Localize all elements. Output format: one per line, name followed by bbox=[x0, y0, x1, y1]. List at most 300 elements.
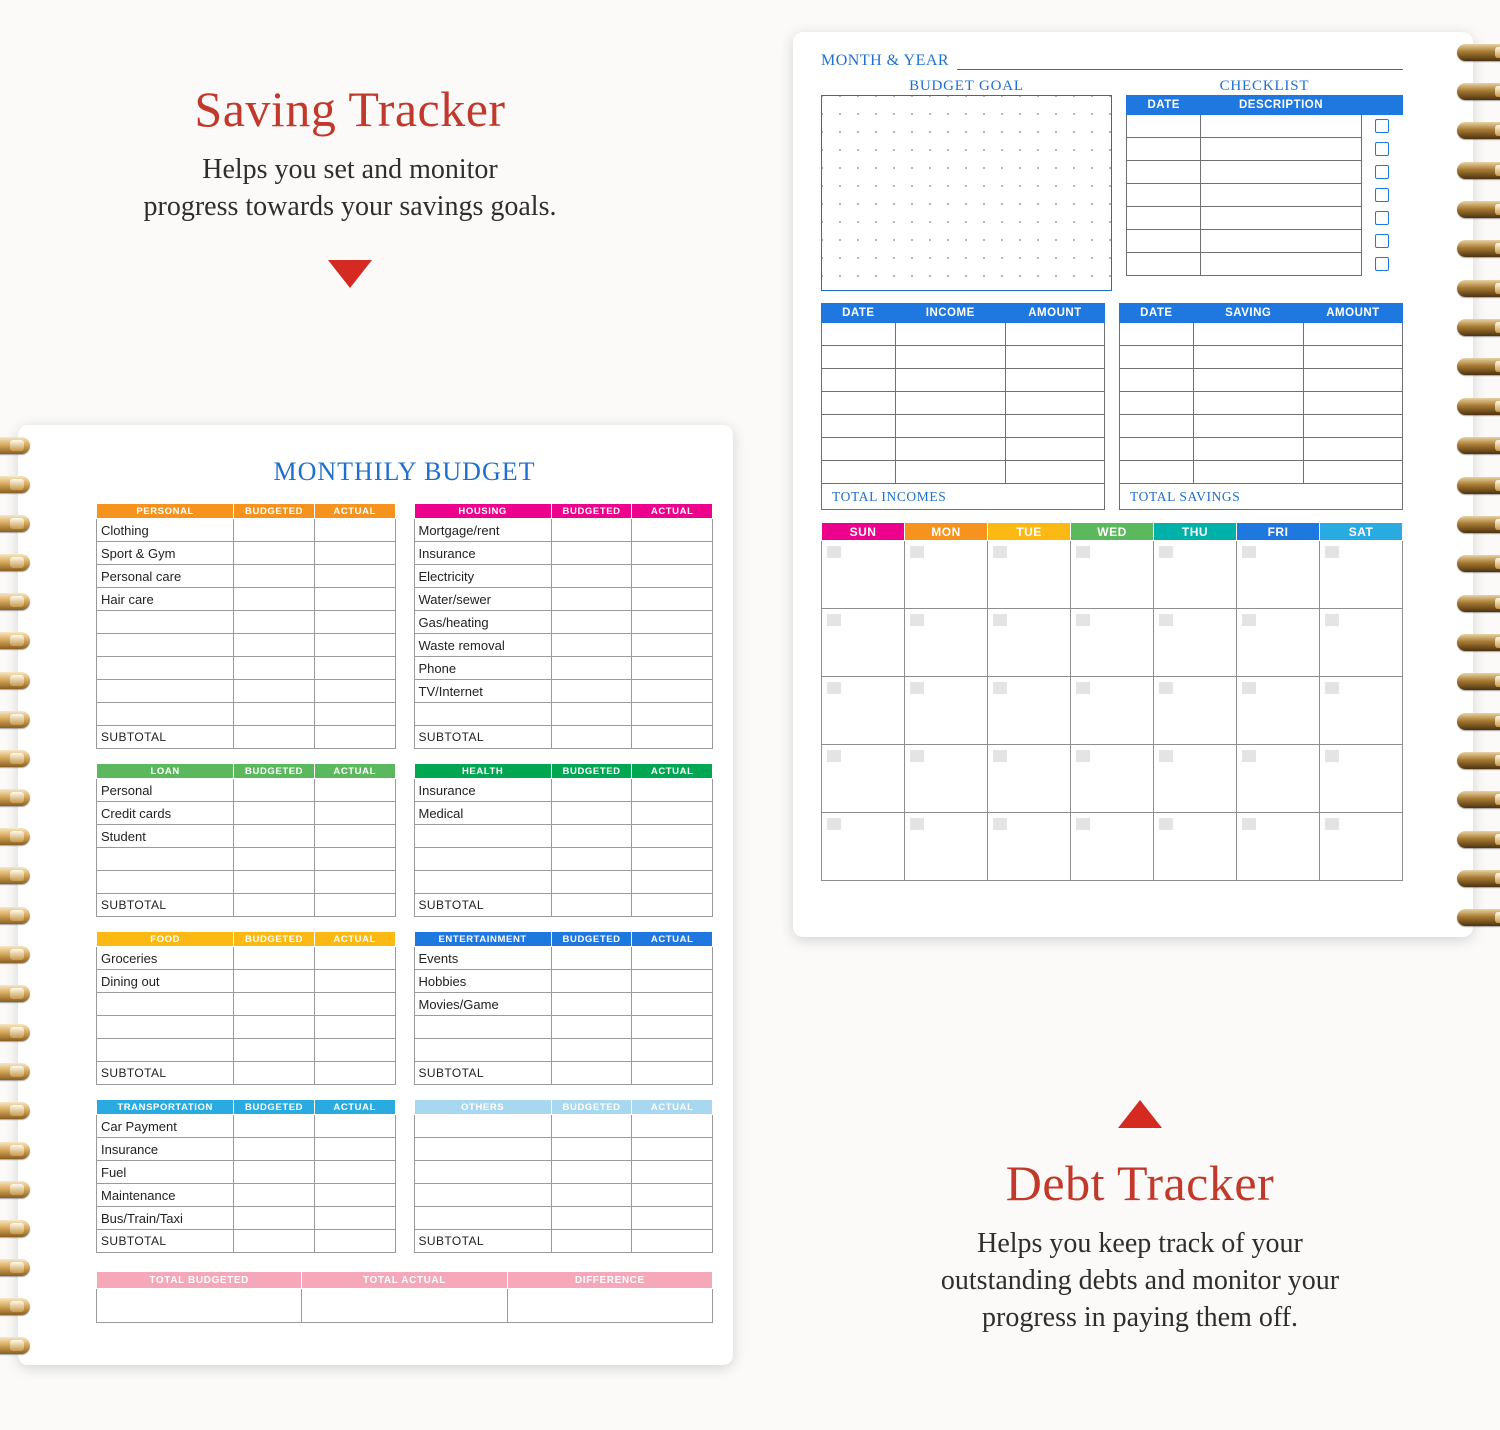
calendar-day-cell[interactable] bbox=[905, 677, 988, 745]
row-budgeted-cell[interactable] bbox=[234, 1184, 315, 1207]
income-amount-cell[interactable] bbox=[1005, 392, 1104, 415]
calendar-day-cell[interactable] bbox=[822, 745, 905, 813]
row-actual-cell[interactable] bbox=[632, 680, 713, 703]
subtotal-actual-cell[interactable] bbox=[632, 1062, 713, 1085]
calendar-day-cell[interactable] bbox=[988, 813, 1071, 881]
subtotal-actual-cell[interactable] bbox=[314, 726, 395, 749]
subtotal-budgeted-cell[interactable] bbox=[551, 726, 632, 749]
saving-row bbox=[1120, 323, 1403, 346]
row-label[interactable]: Movies/Game bbox=[414, 993, 551, 1016]
row-budgeted-cell[interactable] bbox=[551, 703, 632, 726]
income-name-header: INCOME bbox=[895, 304, 1005, 323]
row-label[interactable] bbox=[97, 634, 234, 657]
calendar-day-cell[interactable] bbox=[1237, 745, 1320, 813]
row-label[interactable]: Events bbox=[414, 947, 551, 970]
calendar-day-cell[interactable] bbox=[1154, 609, 1237, 677]
row-label[interactable]: Medical bbox=[414, 802, 551, 825]
budget-totals-table bbox=[96, 1271, 713, 1323]
row-budgeted-cell[interactable] bbox=[551, 970, 632, 993]
row-actual-cell[interactable] bbox=[314, 634, 395, 657]
row-budgeted-cell[interactable] bbox=[551, 657, 632, 680]
income-amount-cell[interactable] bbox=[1005, 346, 1104, 369]
row-budgeted-cell[interactable] bbox=[551, 947, 632, 970]
subtotal-actual-cell[interactable] bbox=[632, 1230, 713, 1253]
saving-name-cell[interactable] bbox=[1193, 346, 1303, 369]
row-label[interactable]: Hobbies bbox=[414, 970, 551, 993]
income-name-cell[interactable] bbox=[895, 369, 1005, 392]
row-budgeted-cell[interactable] bbox=[551, 611, 632, 634]
row-label[interactable]: Water/sewer bbox=[414, 588, 551, 611]
checkbox[interactable] bbox=[1375, 211, 1389, 225]
row-label[interactable] bbox=[414, 1207, 551, 1230]
saving-name-cell[interactable] bbox=[1193, 323, 1303, 346]
checklist-date-cell[interactable] bbox=[1126, 115, 1201, 138]
row-actual-cell[interactable] bbox=[314, 1115, 395, 1138]
row-actual-cell[interactable] bbox=[314, 1016, 395, 1039]
row-actual-cell[interactable] bbox=[314, 848, 395, 871]
calendar-day-cell[interactable] bbox=[988, 745, 1071, 813]
checkbox[interactable] bbox=[1375, 165, 1389, 179]
calendar-day-cell[interactable] bbox=[1237, 677, 1320, 745]
row-actual-cell[interactable] bbox=[632, 1016, 713, 1039]
checkbox[interactable] bbox=[1375, 188, 1389, 202]
row-budgeted-cell[interactable] bbox=[234, 657, 315, 680]
row-budgeted-cell[interactable] bbox=[234, 634, 315, 657]
row-label[interactable]: Maintenance bbox=[97, 1184, 234, 1207]
row-label[interactable] bbox=[414, 1115, 551, 1138]
row-budgeted-cell[interactable] bbox=[551, 680, 632, 703]
saving-name-cell[interactable] bbox=[1193, 461, 1303, 484]
spiral-ring bbox=[1457, 870, 1500, 887]
saving-date-cell[interactable] bbox=[1120, 392, 1194, 415]
row-label[interactable]: Student bbox=[97, 825, 234, 848]
row-actual-cell[interactable] bbox=[314, 1138, 395, 1161]
saving-name-cell[interactable] bbox=[1193, 438, 1303, 461]
row-actual-cell[interactable] bbox=[632, 802, 713, 825]
saving-row bbox=[1120, 438, 1403, 461]
row-label[interactable]: TV/Internet bbox=[414, 680, 551, 703]
subtotal-actual-cell[interactable] bbox=[632, 894, 713, 917]
saving-row bbox=[1120, 346, 1403, 369]
row-label[interactable]: Groceries bbox=[97, 947, 234, 970]
row-budgeted-cell[interactable] bbox=[551, 779, 632, 802]
subtotal-actual-cell[interactable] bbox=[314, 894, 395, 917]
row-label[interactable] bbox=[414, 848, 551, 871]
row-label[interactable]: Waste removal bbox=[414, 634, 551, 657]
income-date-cell[interactable] bbox=[822, 323, 896, 346]
row-actual-cell[interactable] bbox=[632, 588, 713, 611]
income-date-cell[interactable] bbox=[822, 369, 896, 392]
row-actual-cell[interactable] bbox=[632, 1161, 713, 1184]
spiral-ring bbox=[0, 985, 30, 1002]
table-row bbox=[97, 970, 396, 993]
row-budgeted-cell[interactable] bbox=[234, 871, 315, 894]
spiral-ring bbox=[0, 437, 30, 454]
row-budgeted-cell[interactable] bbox=[234, 947, 315, 970]
row-actual-cell[interactable] bbox=[314, 1184, 395, 1207]
subtotal-budgeted-cell[interactable] bbox=[234, 726, 315, 749]
saving-date-header: DATE bbox=[1120, 304, 1194, 323]
calendar-day-cell[interactable] bbox=[1071, 541, 1154, 609]
saving-amount-cell[interactable] bbox=[1303, 461, 1402, 484]
income-name-cell[interactable] bbox=[895, 461, 1005, 484]
calendar-day-cell[interactable] bbox=[988, 541, 1071, 609]
checklist-date-cell[interactable] bbox=[1126, 253, 1201, 276]
subtotal-budgeted-cell[interactable] bbox=[234, 1230, 315, 1253]
row-budgeted-cell[interactable] bbox=[234, 993, 315, 1016]
table-row bbox=[97, 825, 396, 848]
saving-date-cell[interactable] bbox=[1120, 323, 1194, 346]
income-amount-cell[interactable] bbox=[1005, 369, 1104, 392]
row-actual-cell[interactable] bbox=[632, 542, 713, 565]
row-budgeted-cell[interactable] bbox=[234, 1016, 315, 1039]
subtotal-budgeted-cell[interactable] bbox=[234, 894, 315, 917]
income-name-cell[interactable] bbox=[895, 323, 1005, 346]
row-actual-cell[interactable] bbox=[632, 1138, 713, 1161]
subtotal-budgeted-cell[interactable] bbox=[551, 1230, 632, 1253]
row-budgeted-cell[interactable] bbox=[551, 802, 632, 825]
row-label[interactable]: Gas/heating bbox=[414, 611, 551, 634]
calendar-day-cell[interactable] bbox=[905, 609, 988, 677]
subtotal-budgeted-cell[interactable] bbox=[551, 1062, 632, 1085]
calendar-day-cell[interactable] bbox=[822, 813, 905, 881]
row-label[interactable]: Personal care bbox=[97, 565, 234, 588]
calendar-day-cell[interactable] bbox=[1320, 745, 1403, 813]
row-budgeted-cell[interactable] bbox=[551, 588, 632, 611]
calendar-date-chip bbox=[993, 546, 1007, 558]
row-actual-cell[interactable] bbox=[632, 1207, 713, 1230]
row-actual-cell[interactable] bbox=[632, 1115, 713, 1138]
row-label[interactable] bbox=[97, 1039, 234, 1062]
calendar-day-cell[interactable] bbox=[1320, 609, 1403, 677]
calendar-day-cell[interactable] bbox=[1154, 745, 1237, 813]
row-budgeted-cell[interactable] bbox=[551, 634, 632, 657]
row-actual-cell[interactable] bbox=[314, 1161, 395, 1184]
saving-amount-cell[interactable] bbox=[1303, 438, 1402, 461]
saving-date-cell[interactable] bbox=[1120, 415, 1194, 438]
income-table bbox=[821, 303, 1105, 484]
subtotal-actual-cell[interactable] bbox=[314, 1230, 395, 1253]
row-actual-cell[interactable] bbox=[632, 703, 713, 726]
row-budgeted-cell[interactable] bbox=[234, 703, 315, 726]
calendar-date-chip bbox=[910, 818, 924, 830]
saving-amount-cell[interactable] bbox=[1303, 323, 1402, 346]
spiral-ring bbox=[0, 632, 30, 649]
actual-header: ACTUAL bbox=[632, 932, 713, 947]
row-label[interactable]: Insurance bbox=[414, 779, 551, 802]
row-budgeted-cell[interactable] bbox=[551, 542, 632, 565]
checklist-date-cell[interactable] bbox=[1126, 138, 1201, 161]
row-label[interactable] bbox=[414, 1161, 551, 1184]
table-row bbox=[414, 588, 713, 611]
checklist-description-cell[interactable] bbox=[1201, 207, 1361, 230]
row-budgeted-cell[interactable] bbox=[551, 565, 632, 588]
row-actual-cell[interactable] bbox=[632, 565, 713, 588]
income-name-cell[interactable] bbox=[895, 415, 1005, 438]
saving-name-cell[interactable] bbox=[1193, 415, 1303, 438]
row-budgeted-cell[interactable] bbox=[234, 611, 315, 634]
income-amount-cell[interactable] bbox=[1005, 323, 1104, 346]
calendar-date-chip bbox=[1159, 818, 1173, 830]
row-actual-cell[interactable] bbox=[632, 947, 713, 970]
row-actual-cell[interactable] bbox=[632, 871, 713, 894]
row-budgeted-cell[interactable] bbox=[551, 519, 632, 542]
calendar-day-cell[interactable] bbox=[905, 745, 988, 813]
row-actual-cell[interactable] bbox=[314, 588, 395, 611]
spiral-ring bbox=[1457, 122, 1500, 139]
row-actual-cell[interactable] bbox=[314, 703, 395, 726]
row-label[interactable] bbox=[414, 703, 551, 726]
row-label[interactable]: Insurance bbox=[97, 1138, 234, 1161]
row-label[interactable]: Phone bbox=[414, 657, 551, 680]
difference-cell[interactable] bbox=[507, 1289, 712, 1323]
row-actual-cell[interactable] bbox=[314, 993, 395, 1016]
row-actual-cell[interactable] bbox=[314, 779, 395, 802]
income-amount-cell[interactable] bbox=[1005, 415, 1104, 438]
row-budgeted-cell[interactable] bbox=[551, 825, 632, 848]
row-label[interactable] bbox=[414, 1138, 551, 1161]
checklist-description-cell[interactable] bbox=[1201, 184, 1361, 207]
row-label[interactable] bbox=[414, 1184, 551, 1207]
row-label[interactable] bbox=[414, 1016, 551, 1039]
total-actual-cell[interactable] bbox=[302, 1289, 507, 1323]
row-label[interactable] bbox=[97, 611, 234, 634]
saving-date-cell[interactable] bbox=[1120, 369, 1194, 392]
row-actual-cell[interactable] bbox=[632, 825, 713, 848]
calendar-day-cell[interactable] bbox=[1320, 541, 1403, 609]
checklist-description-cell[interactable] bbox=[1201, 161, 1361, 184]
row-actual-cell[interactable] bbox=[314, 565, 395, 588]
calendar-date-chip bbox=[1076, 546, 1090, 558]
row-label[interactable] bbox=[97, 993, 234, 1016]
calendar-day-cell[interactable] bbox=[988, 609, 1071, 677]
income-date-cell[interactable] bbox=[822, 346, 896, 369]
row-budgeted-cell[interactable] bbox=[551, 871, 632, 894]
calendar-day-cell[interactable] bbox=[822, 609, 905, 677]
table-row bbox=[414, 871, 713, 894]
saving-name-cell[interactable] bbox=[1193, 392, 1303, 415]
row-label[interactable]: Sport & Gym bbox=[97, 542, 234, 565]
saving-name-cell[interactable] bbox=[1193, 369, 1303, 392]
spiral-ring bbox=[1457, 477, 1500, 494]
row-label[interactable]: Bus/Train/Taxi bbox=[97, 1207, 234, 1230]
table-row bbox=[414, 1115, 713, 1138]
row-budgeted-cell[interactable] bbox=[234, 1161, 315, 1184]
subtotal-actual-cell[interactable] bbox=[632, 726, 713, 749]
checkbox[interactable] bbox=[1375, 119, 1389, 133]
row-actual-cell[interactable] bbox=[314, 542, 395, 565]
calendar-day-cell[interactable] bbox=[1071, 745, 1154, 813]
calendar-day-cell[interactable] bbox=[905, 541, 988, 609]
row-budgeted-cell[interactable] bbox=[234, 802, 315, 825]
subtotal-budgeted-cell[interactable] bbox=[234, 1062, 315, 1085]
calendar-day-header-tue: TUE bbox=[988, 523, 1071, 541]
saving-amount-cell[interactable] bbox=[1303, 415, 1402, 438]
calendar-date-chip bbox=[1242, 682, 1256, 694]
row-label[interactable]: Hair care bbox=[97, 588, 234, 611]
row-actual-cell[interactable] bbox=[632, 779, 713, 802]
row-budgeted-cell[interactable] bbox=[234, 848, 315, 871]
section-name-header: LOAN bbox=[97, 764, 234, 779]
income-date-cell[interactable] bbox=[822, 392, 896, 415]
spiral-ring bbox=[0, 907, 30, 924]
row-budgeted-cell[interactable] bbox=[234, 519, 315, 542]
row-budgeted-cell[interactable] bbox=[234, 565, 315, 588]
row-label[interactable]: Mortgage/rent bbox=[414, 519, 551, 542]
calendar-day-cell[interactable] bbox=[822, 541, 905, 609]
row-budgeted-cell[interactable] bbox=[551, 1016, 632, 1039]
income-name-cell[interactable] bbox=[895, 346, 1005, 369]
row-budgeted-cell[interactable] bbox=[234, 588, 315, 611]
row-actual-cell[interactable] bbox=[314, 802, 395, 825]
calendar-day-cell[interactable] bbox=[1071, 813, 1154, 881]
row-budgeted-cell[interactable] bbox=[234, 1115, 315, 1138]
calendar-day-cell[interactable] bbox=[905, 813, 988, 881]
row-label[interactable] bbox=[414, 825, 551, 848]
calendar-day-cell[interactable] bbox=[822, 677, 905, 745]
row-actual-cell[interactable] bbox=[314, 657, 395, 680]
row-budgeted-cell[interactable] bbox=[234, 825, 315, 848]
row-actual-cell[interactable] bbox=[314, 1207, 395, 1230]
row-actual-cell[interactable] bbox=[632, 611, 713, 634]
table-row bbox=[414, 611, 713, 634]
saving-amount-cell[interactable] bbox=[1303, 392, 1402, 415]
calendar-day-cell[interactable] bbox=[1154, 541, 1237, 609]
saving-date-cell[interactable] bbox=[1120, 461, 1194, 484]
income-name-cell[interactable] bbox=[895, 438, 1005, 461]
row-budgeted-cell[interactable] bbox=[551, 993, 632, 1016]
checklist-description-cell[interactable] bbox=[1201, 253, 1361, 276]
checklist-description-cell[interactable] bbox=[1201, 138, 1361, 161]
row-label[interactable] bbox=[97, 871, 234, 894]
row-budgeted-cell[interactable] bbox=[551, 1039, 632, 1062]
row-actual-cell[interactable] bbox=[632, 1039, 713, 1062]
row-actual-cell[interactable] bbox=[632, 657, 713, 680]
row-budgeted-cell[interactable] bbox=[234, 680, 315, 703]
budget-goal-notes-area[interactable] bbox=[821, 95, 1112, 291]
saving-amount-cell[interactable] bbox=[1303, 369, 1402, 392]
income-amount-cell[interactable] bbox=[1005, 438, 1104, 461]
calendar-day-cell[interactable] bbox=[1320, 677, 1403, 745]
row-label[interactable]: Fuel bbox=[97, 1161, 234, 1184]
row-actual-cell[interactable] bbox=[632, 848, 713, 871]
checklist-date-cell[interactable] bbox=[1126, 207, 1201, 230]
income-date-cell[interactable] bbox=[822, 415, 896, 438]
checklist-date-cell[interactable] bbox=[1126, 184, 1201, 207]
table-row bbox=[414, 680, 713, 703]
row-actual-cell[interactable] bbox=[314, 1039, 395, 1062]
row-actual-cell[interactable] bbox=[632, 519, 713, 542]
income-date-cell[interactable] bbox=[822, 438, 896, 461]
row-budgeted-cell[interactable] bbox=[551, 1161, 632, 1184]
row-actual-cell[interactable] bbox=[632, 1184, 713, 1207]
row-budgeted-cell[interactable] bbox=[234, 1207, 315, 1230]
row-budgeted-cell[interactable] bbox=[234, 542, 315, 565]
calendar-day-cell[interactable] bbox=[988, 677, 1071, 745]
row-label[interactable] bbox=[414, 1039, 551, 1062]
row-label[interactable] bbox=[97, 657, 234, 680]
row-budgeted-cell[interactable] bbox=[234, 1138, 315, 1161]
table-row bbox=[97, 565, 396, 588]
actual-header: ACTUAL bbox=[632, 764, 713, 779]
row-label[interactable] bbox=[97, 848, 234, 871]
row-budgeted-cell[interactable] bbox=[234, 779, 315, 802]
total-budgeted-cell[interactable] bbox=[97, 1289, 302, 1323]
checkbox[interactable] bbox=[1375, 142, 1389, 156]
row-budgeted-cell[interactable] bbox=[551, 1207, 632, 1230]
row-actual-cell[interactable] bbox=[632, 993, 713, 1016]
table-row bbox=[97, 1184, 396, 1207]
row-actual-cell[interactable] bbox=[632, 970, 713, 993]
checklist-date-cell[interactable] bbox=[1126, 161, 1201, 184]
checklist-date-cell[interactable] bbox=[1126, 230, 1201, 253]
row-budgeted-cell[interactable] bbox=[551, 1184, 632, 1207]
saving-row bbox=[1120, 415, 1403, 438]
checkbox[interactable] bbox=[1375, 234, 1389, 248]
row-label[interactable] bbox=[414, 871, 551, 894]
checklist-description-cell[interactable] bbox=[1201, 230, 1361, 253]
calendar-day-cell[interactable] bbox=[1071, 677, 1154, 745]
row-budgeted-cell[interactable] bbox=[234, 1039, 315, 1062]
row-label[interactable] bbox=[97, 680, 234, 703]
row-actual-cell[interactable] bbox=[314, 680, 395, 703]
checklist-description-cell[interactable] bbox=[1201, 115, 1361, 138]
row-budgeted-cell[interactable] bbox=[234, 970, 315, 993]
checklist-row bbox=[1126, 207, 1402, 230]
calendar-day-cell[interactable] bbox=[1071, 609, 1154, 677]
row-actual-cell[interactable] bbox=[314, 611, 395, 634]
saving-amount-cell[interactable] bbox=[1303, 346, 1402, 369]
row-label[interactable]: Electricity bbox=[414, 565, 551, 588]
row-actual-cell[interactable] bbox=[632, 634, 713, 657]
row-label[interactable]: Credit cards bbox=[97, 802, 234, 825]
spiral-ring bbox=[0, 476, 30, 493]
row-actual-cell[interactable] bbox=[314, 871, 395, 894]
row-actual-cell[interactable] bbox=[314, 519, 395, 542]
row-actual-cell[interactable] bbox=[314, 947, 395, 970]
calendar-date-chip bbox=[1325, 614, 1339, 626]
income-name-cell[interactable] bbox=[895, 392, 1005, 415]
saving-date-cell[interactable] bbox=[1120, 438, 1194, 461]
row-label[interactable]: Car Payment bbox=[97, 1115, 234, 1138]
calendar-day-cell[interactable] bbox=[1237, 609, 1320, 677]
subtotal-budgeted-cell[interactable] bbox=[551, 894, 632, 917]
income-amount-cell[interactable] bbox=[1005, 461, 1104, 484]
calendar-day-cell[interactable] bbox=[1154, 813, 1237, 881]
calendar-day-cell[interactable] bbox=[1237, 541, 1320, 609]
calendar-day-cell[interactable] bbox=[1320, 813, 1403, 881]
row-actual-cell[interactable] bbox=[314, 970, 395, 993]
calendar-day-cell[interactable] bbox=[1154, 677, 1237, 745]
row-label[interactable]: Clothing bbox=[97, 519, 234, 542]
row-label[interactable] bbox=[97, 1016, 234, 1039]
row-budgeted-cell[interactable] bbox=[551, 1115, 632, 1138]
row-label[interactable] bbox=[97, 703, 234, 726]
row-budgeted-cell[interactable] bbox=[551, 848, 632, 871]
checkbox[interactable] bbox=[1375, 257, 1389, 271]
row-label[interactable]: Insurance bbox=[414, 542, 551, 565]
month-year-input[interactable] bbox=[957, 56, 1403, 70]
income-date-cell[interactable] bbox=[822, 461, 896, 484]
row-label[interactable]: Dining out bbox=[97, 970, 234, 993]
row-label[interactable]: Personal bbox=[97, 779, 234, 802]
row-actual-cell[interactable] bbox=[314, 825, 395, 848]
saving-date-cell[interactable] bbox=[1120, 346, 1194, 369]
row-budgeted-cell[interactable] bbox=[551, 1138, 632, 1161]
subtotal-actual-cell[interactable] bbox=[314, 1062, 395, 1085]
calendar-day-cell[interactable] bbox=[1237, 813, 1320, 881]
table-row bbox=[414, 970, 713, 993]
